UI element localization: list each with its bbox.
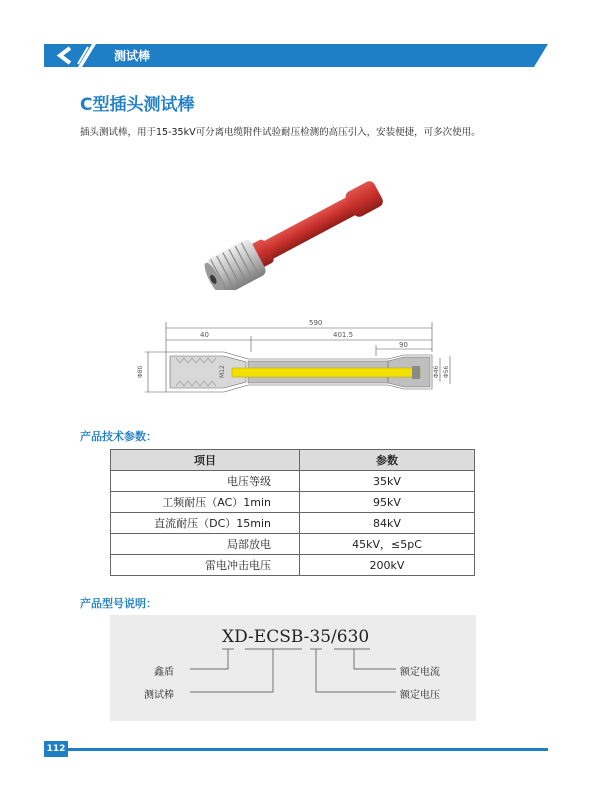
dim-m12: M12: [219, 365, 226, 378]
row-value: 84kV: [300, 513, 475, 534]
specs-table: [110, 449, 475, 576]
row-item: 电压等级: [111, 471, 300, 492]
dim-mid: 401.5: [333, 331, 354, 339]
technical-drawing: [136, 312, 466, 412]
page-title: C型插头测试棒: [80, 95, 195, 115]
row-item: 雷电冲击电压: [111, 555, 300, 576]
label-rated-voltage: 额定电压: [400, 690, 440, 701]
label-rated-current: 额定电流: [400, 667, 440, 678]
column-header-item: 项目: [111, 450, 300, 471]
table-row: [111, 555, 475, 576]
label-product: 测试棒: [144, 690, 174, 701]
page-number: 112: [44, 741, 68, 757]
table-row: [111, 513, 475, 534]
row-item: 直流耐压（DC）15min: [111, 513, 300, 534]
model-diagram: [110, 615, 476, 721]
row-value: 200kV: [300, 555, 475, 576]
table-row: [111, 471, 475, 492]
row-item: 工频耐压（AC）1min: [111, 492, 300, 513]
row-value: 35kV: [300, 471, 475, 492]
dim-right: 90: [399, 341, 408, 349]
dim-d80: Φ80: [137, 365, 144, 378]
label-brand: 鑫盾: [154, 667, 174, 678]
row-item: 局部放电: [111, 534, 300, 555]
header-banner: [44, 44, 548, 67]
product-photo: [196, 170, 416, 290]
table-header-row: [111, 450, 475, 471]
dim-d56: Φ56: [443, 365, 450, 378]
table-row: [111, 534, 475, 555]
dim-total: 590: [309, 319, 323, 327]
section-title: 测试棒: [114, 49, 151, 63]
row-value: 95kV: [300, 492, 475, 513]
footer-bar: [44, 748, 548, 751]
dim-left: 40: [200, 331, 209, 339]
column-header-param: 参数: [300, 450, 475, 471]
row-value: 45kV，≤5pC: [300, 534, 475, 555]
model-code: XD-ECSB-35/630: [222, 627, 370, 647]
dim-d46: Φ46: [433, 365, 440, 378]
specs-heading: 产品技术参数：: [80, 430, 157, 443]
product-description: 插头测试棒，用于15-35kV可分离电缆附件试验耐压检测的高压引入，安装便捷，可多次使用。: [80, 127, 481, 138]
table-row: [111, 492, 475, 513]
model-heading: 产品型号说明：: [80, 597, 157, 610]
